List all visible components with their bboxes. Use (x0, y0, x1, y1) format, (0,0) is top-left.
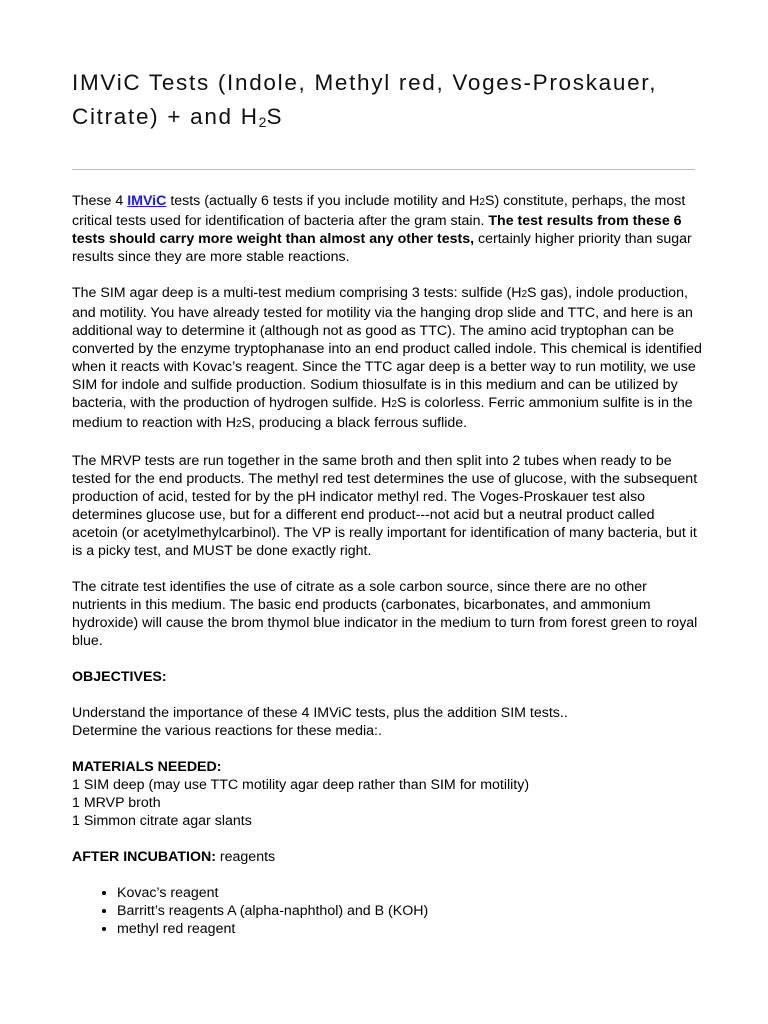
list-item: • Barritt’s reagents A (alpha-naphthol) and B (KOH) (117, 902, 702, 920)
intro-subscript: 2 (479, 197, 485, 208)
materials-item: 1 Simmon citrate agar slants (72, 813, 252, 829)
page-title (72, 66, 712, 139)
sim-subscript-3: 2 (236, 419, 242, 430)
title-line-2: Citrate) + and H (72, 104, 259, 129)
after-incubation-line (72, 848, 702, 866)
reagent-list (72, 884, 702, 938)
sim-text-2: S gas), indole production, and motility. You have already tested for motility via the hanging drop slide and TTC, and here is an additional way to determine it (although not as good as TTC). The amino acid tryptophan can be converted by the enzyme tryptophanase into an end product called indole. This chemical is identified when it reacts with Kovac’s reagent. Since the TTC agar deep is a better way to run motility, we use SIM for indole and sulfide production. Sodium thiosulfate is in this medium and can be utilized by bacteria, with the production of hydrogen sulfide. H (72, 285, 702, 411)
materials-heading-text: MATERIALS NEEDED: (72, 759, 222, 775)
intro-text-4: certainly higher priority than sugar results since they are more stable reactions. (72, 231, 692, 265)
materials-heading (72, 758, 702, 776)
intro-text-2: tests (actually 6 tests if you include motility and H (166, 193, 480, 209)
list-item: • Kovac’s reagent (117, 884, 702, 902)
sim-text-3: S is colorless. Ferric ammonium sulfite is in the medium to reaction with H (72, 395, 693, 431)
intro-text-3: S) constitute, perhaps, the most critical tests used for identification of bacteria after the gram stain. (72, 193, 686, 229)
intro-text-1: These 4 (72, 193, 128, 209)
document-body (72, 192, 702, 938)
mrvp-paragraph: The MRVP tests are run together in the same broth and then split into 2 tubes when ready to be tested for the end products. The methyl red test determines the use of glucose, with the subsequent production of acid, tested for by the pH indicator methyl red. The Voges-Proskauer test also determines glucose use, but for a different end product---not acid but a neutral product called acetoin (or acetylmethylcarbinol). The VP is really important for identification of many bacteria, but it is a picky test, and MUST be done exactly right. (72, 453, 698, 559)
citrate-paragraph: The citrate test identifies the use of citrate as a sole carbon source, since there are no other nutrients in this medium. The basic end products (carbonates, bicarbonates, and ammonium hydroxide) will cause the brom thymol blue indicator in the medium to turn from forest green to royal blue. (72, 579, 698, 649)
materials-item: 1 SIM deep (may use TTC motility agar deep rather than SIM for motility) (72, 777, 530, 793)
sim-subscript-2: 2 (391, 399, 397, 410)
sim-text-4: S, producing a black ferrous suflide. (241, 415, 468, 431)
list-item: • methyl red reagent (117, 920, 702, 938)
objectives-heading (72, 668, 702, 686)
sim-paragraph (72, 284, 702, 434)
imvic-link[interactable]: IMViC (127, 193, 167, 209)
title-line-2-end: S (266, 104, 284, 129)
objectives-line-1: Understand the importance of these 4 IMViC tests, plus the addition SIM tests.. (72, 705, 568, 721)
objectives-heading-text: OBJECTIVES: (72, 669, 167, 685)
materials-item: 1 MRVP broth (72, 795, 161, 811)
after-incubation-heading: AFTER INCUBATION: (72, 849, 216, 865)
intro-bold-text: The test results from these 6 tests should carry more weight than almost any other tests, (72, 213, 682, 247)
sim-subscript-1: 2 (521, 289, 528, 300)
objectives-line-2: Determine the various reactions for these media:. (72, 723, 382, 739)
after-incubation-label: reagents (215, 849, 276, 865)
intro-paragraph (72, 192, 702, 266)
title-subscript: 2 (258, 114, 267, 130)
title-divider (72, 169, 695, 170)
sim-text-1: The SIM agar deep is a multi-test medium comprising 3 tests: sulfide (H (72, 285, 522, 301)
title-line-1: IMViC Tests (Indole, Methyl red, Voges-Proskauer, (72, 70, 658, 95)
